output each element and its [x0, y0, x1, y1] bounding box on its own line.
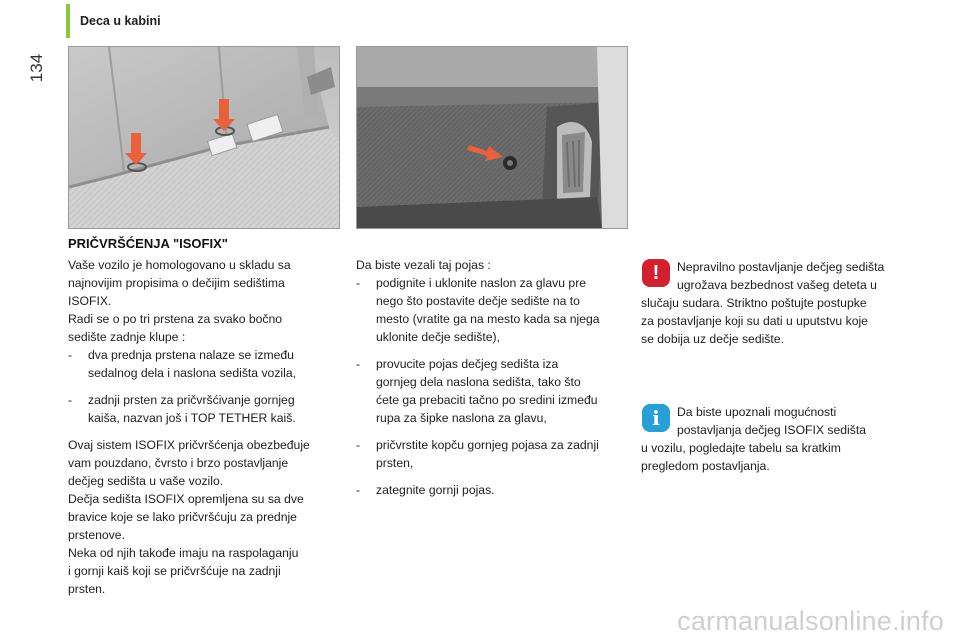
text-line: slučaju sudara. Striktno poštujte postupke — [641, 296, 867, 310]
list-item: - podignite i uklonite naslon za glavu pre nego što postavite dečje sedište na to mesto (vratite ga na mesto kada sa njega uklonite dečje sedište), — [356, 276, 600, 344]
isofix-description — [68, 256, 348, 598]
list-item: - provucite pojas dečjeg sedišta iza gornjeg dela naslona sedišta, tako što ćete ga prebaciti tačno po sredini između rupa za šipke naslona za glavu, — [356, 357, 598, 425]
text-line: i gornji kaiš koji se pričvršćuje na zadnji — [68, 564, 281, 578]
text-line: dečjeg sedišta u vaše vozilo. — [68, 474, 224, 488]
text-line: najnovijim propisima o dečijim sedištima — [68, 276, 285, 290]
text-line: Vaše vozilo je homologovano u skladu sa — [68, 258, 291, 272]
list-item: - zategnite gornji pojas. — [356, 483, 495, 497]
list-item: - zadnji prsten za pričvršćivanje gornjeg kaiša, nazvan još i TOP TETHER kaiš. — [68, 393, 296, 425]
tether-anchor-photo — [356, 46, 628, 229]
isofix-heading: PRIČVRŠĆENJA "ISOFIX" — [68, 236, 228, 251]
text-line: bravice koje se lako pričvršćuju za prednje — [68, 510, 297, 524]
text-line: Ovaj sistem ISOFIX pričvršćenja obezbeđuje — [68, 438, 310, 452]
tether-instructions — [356, 256, 631, 499]
info-notice — [641, 403, 931, 475]
text-line: Da biste upoznali mogućnosti — [677, 405, 837, 419]
text-line: postavljanja dečjeg ISOFIX sedišta — [677, 423, 867, 437]
page-number: 134 — [27, 53, 46, 83]
text-line: u vozilu, pogledajte tabelu sa kratkim — [641, 441, 841, 455]
watermark: carmanualsonline.info — [677, 606, 944, 636]
warning-icon: ! — [641, 258, 671, 288]
text-line: pregledom postavljanja. — [641, 459, 770, 473]
text-line: prstenove. — [68, 528, 125, 542]
list-item: - pričvrstite kopču gornjeg pojasa za zadnji prsten, — [356, 438, 599, 470]
isofix-seat-photo — [68, 46, 340, 229]
text-line: vam pouzdano, čvrsto i brzo postavljanje — [68, 456, 289, 470]
text-line: prsten. — [68, 582, 106, 596]
instructions-intro: Da biste vezali taj pojas : — [356, 258, 491, 272]
text-line: Dečja sedišta ISOFIX opremljena su sa dve — [68, 492, 304, 506]
text-line: se dobija uz dečje sedište. — [641, 332, 784, 346]
text-line: Nepravilno postavljanje dečjeg sedišta — [677, 260, 885, 274]
header-accent-bar — [66, 4, 70, 38]
text-line: ugrožava bezbednost vašeg deteta u — [677, 278, 877, 292]
list-item: - dva prednja prstena nalaze se između sedalnog dela i naslona sedišta vozila, — [68, 348, 297, 380]
text-line: ISOFIX. — [68, 294, 112, 308]
section-title: Deca u kabini — [80, 14, 161, 28]
text-line: za postavljanje koji su dati u uputstvu koje — [641, 314, 868, 328]
text-line: sedište zadnje klupe : — [68, 330, 186, 344]
text-line: Radi se o po tri prstena za svako bočno — [68, 312, 283, 326]
text-line: Neka od njih takođe imaju na raspolaganju — [68, 546, 299, 560]
info-icon: i — [641, 403, 671, 433]
warning-notice — [641, 258, 931, 348]
